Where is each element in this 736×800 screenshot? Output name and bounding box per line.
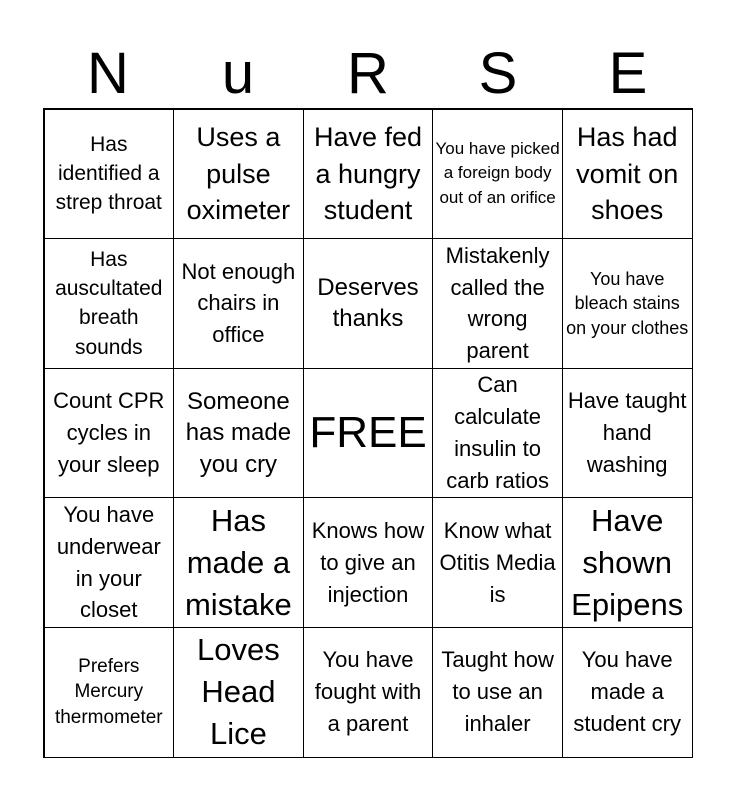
bingo-cell: Loves Head Lice (173, 627, 304, 758)
bingo-cell: Count CPR cycles in your sleep (44, 368, 175, 499)
bingo-card-grid (43, 108, 693, 758)
bingo-cell: Not enough chairs in office (173, 238, 304, 369)
bingo-cell: Taught how to use an inhaler (432, 627, 563, 758)
header-letter-e: E (608, 41, 648, 106)
bingo-cell: You have made a student cry (562, 627, 693, 758)
bingo-cell: Can calculate insulin to carb ratios (432, 368, 563, 499)
bingo-cell: Knows how to give an injection (303, 497, 434, 628)
bingo-cell: Uses a pulse oximeter (173, 109, 304, 240)
bingo-cell: Has identified a strep throat (44, 109, 175, 240)
bingo-cell: Has made a mistake (173, 497, 304, 628)
bingo-cell: You have fought with a parent (303, 627, 434, 758)
bingo-cell: Have shown Epipens (562, 497, 693, 628)
header-letter-n: N (87, 41, 129, 106)
header-letter-r: R (347, 41, 389, 106)
header-letter-s: S (478, 41, 518, 106)
bingo-header (43, 40, 693, 108)
bingo-cell: Mistakenly called the wrong parent (432, 238, 563, 369)
bingo-cell: You have underwear in your closet (44, 497, 175, 628)
bingo-cell: Prefers Mercury thermometer (44, 627, 175, 758)
bingo-cell: Has auscultated breath sounds (44, 238, 175, 369)
bingo-cell: You have picked a foreign body out of an orifice (432, 109, 563, 240)
bingo-cell: Have fed a hungry student (303, 109, 434, 240)
bingo-cell: You have bleach stains on your clothes (562, 238, 693, 369)
bingo-cell: Someone has made you cry (173, 368, 304, 499)
bingo-cell: Has had vomit on shoes (562, 109, 693, 240)
header-letter-u: u (221, 41, 255, 106)
bingo-cell: Have taught hand washing (562, 368, 693, 499)
bingo-cell-free: FREE (303, 368, 434, 499)
bingo-cell: Know what Otitis Media is (432, 497, 563, 628)
bingo-cell: Deserves thanks (303, 238, 434, 369)
